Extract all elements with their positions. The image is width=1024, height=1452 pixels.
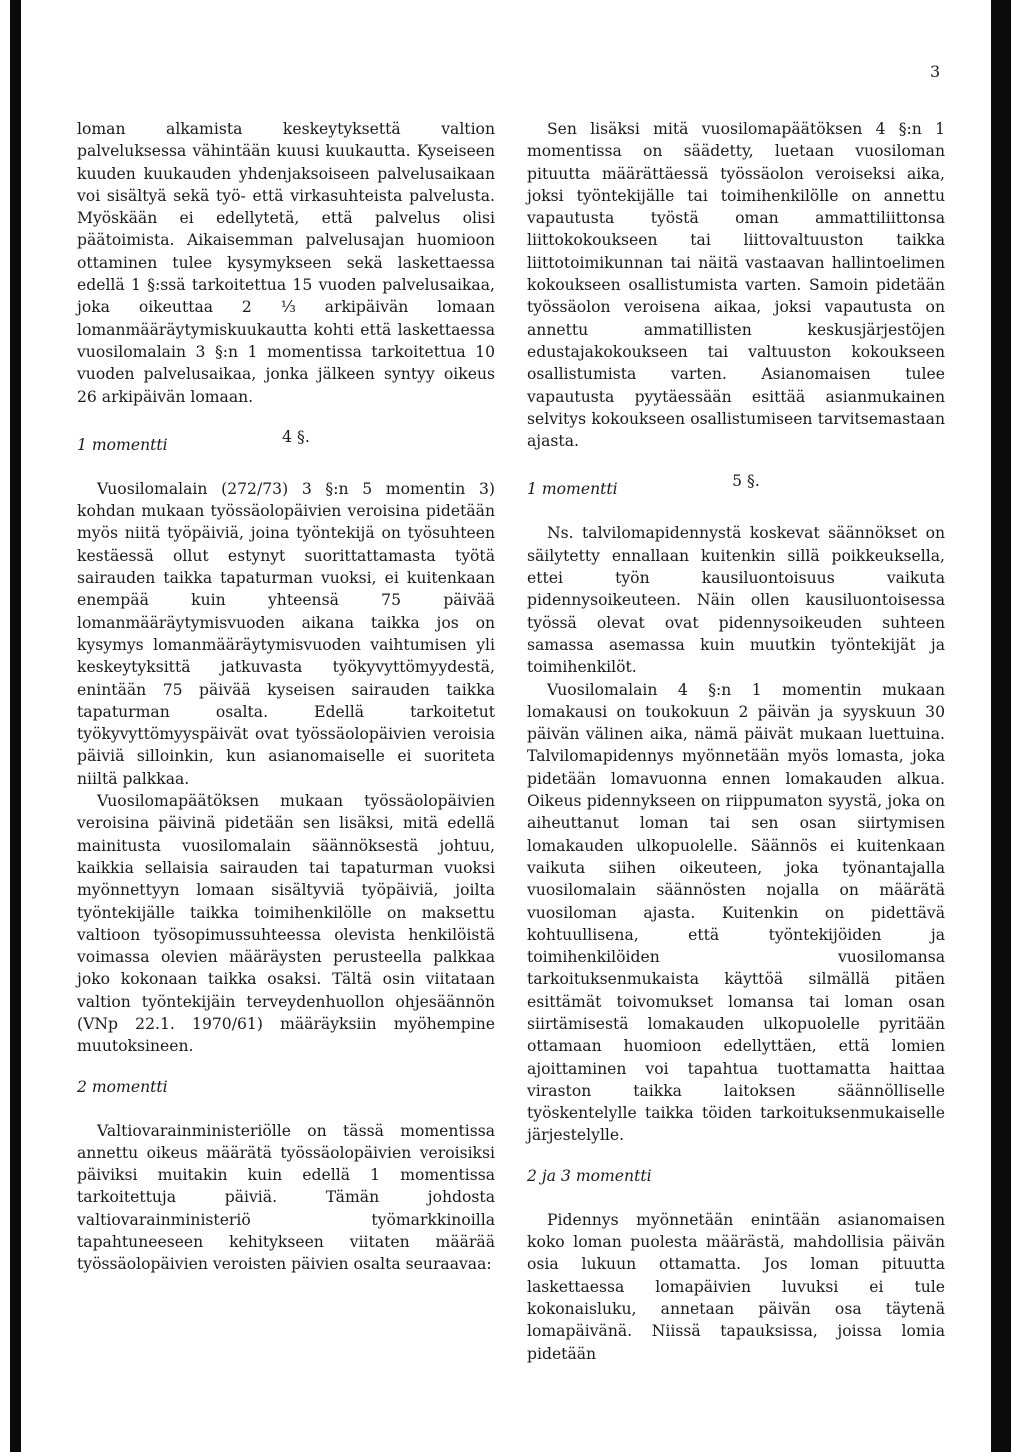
left-paragraph-2: Vuosilomalain (272/73) 3 §:n 5 momentin 3) kohdan mukaan työssäolopäivien veroisina pidetään myös niitä työpäiviä, joina työntekijä on työsuhteen kestäessä ollut estynyt suorittattamasta työtä sairauden taikka tapaturman vuoksi, ei kuitenkaan enempää kuin yhteensä 75 päivää lomanmääräytymisvuoden aikana taikka jos on kysymys lomanmääräytymisvuoden vaihtumisen yli keskeytyksittä jatkuvasta työkyvyttömyydestä, enintään 75 päivää kyseisen sairauden taikka tapaturman osalta. Edellä tarkoitetut työkyvyttömyyspäivät ovat työssäolopäivien veroisia päiviä silloinkin, kun asianomaiselle ei suoriteta niiltä palkkaa.: [77, 479, 495, 788]
section-4-heading: 4 §.: [282, 427, 310, 446]
left-paragraph-3: Vuosilomapäätöksen mukaan työssäolopäivien veroisina päivinä pidetään sen lisäksi, mitä edellä mainitusta vuosilomalain säännöksestä johtuu, kaikkia sellaisia sairauden tai tapaturman vuoksi myönnettyyn lomaan sisältyviä työpäiviä, joilta työntekijälle taikka toimihenkilölle on maksettu valtioon työsopimussuhteessa olevista henkilöistä voimassa olevien määräysten perusteella palkkaa joko kokonaan taikka osaksi. Tältä osin viitataan valtion työntekijäin terveydenhuollon ohjesäännön (VNp 22.1. 1970/61) määräyksiin myöhempine muutoksineen.: [77, 792, 495, 1056]
right-subsection-2-3-momentti: 2 ja 3 momentti: [527, 1166, 652, 1185]
left-column: [77, 118, 495, 1276]
right-paragraph-1: Sen lisäksi mitä vuosilomapäätöksen 4 §:n 1 momentissa on säädetty, luetaan vuosiloman pituutta määrättäessä työssäolon veroiseksi aika, joksi työntekijälle tai toimihenkilölle on annettu vapautusta työstä oman ammattiliittonsa liittokokoukseen tai liittovaltuuston taikka liittotoimikunnan tai näitä vastaavan hallintoelimen kokoukseen osallistumista varten. Samoin pidetään työssäolon veroisena aikaa, joksi vapautusta on annettu ammatillisten keskusjärjestöjen edustajakokoukseen tai valtuuston kokoukseen osallistumista varten. Asianomaisen tulee vapautusta pyytäessään esittää asianmukainen selvitys kokoukseen osallistumiseen tarvitsemastaan ajasta.: [527, 120, 945, 451]
scan-edge-right: [991, 0, 1011, 1452]
scan-edge-left: [10, 0, 21, 1452]
right-subsection-1-momentti: 1 momentti: [527, 480, 618, 499]
page-number: 3: [930, 62, 941, 81]
left-paragraph-4: Valtiovarainministeriölle on tässä momentissa annettu oikeus määrätä työssäolopäivien veroisiksi päiviksi muitakin kuin edellä 1 momentissa tarkoitettuja päiviä. Tämän johdosta valtiovarainministeriö työmarkkinoilla tapahtuneeseen kehitykseen viitaten määrää työssäolopäivien veroisten päivien osalta seuraavaa:: [77, 1121, 495, 1274]
left-subsection-2-momentti: 2 momentti: [77, 1077, 168, 1096]
right-column: [527, 118, 945, 1365]
right-paragraph-4: Pidennys myönnetään enintään asianomaisen koko loman puolesta määrästä, mahdollisia päivän osia lukuun ottamatta. Jos loman pituutta laskettaessa lomapäivien luvuksi ei tule kokonaisluku, annetaan päivän osa täytenä lomapäivänä. Niissä tapauksissa, joissa lomia pidetään: [527, 1210, 945, 1363]
right-paragraph-2: Ns. talvilomapidennystä koskevat säännökset on säilytetty ennallaan kuitenkin sillä poikkeuksella, ettei työn kausiluontoisuus vaikuta pidennysoikeuteen. Näin ollen kausiluontoisessa työssä olevat ovat pidennysoikeuden suhteen samassa asemassa kuin muutkin työntekijät ja toimihenkilöt.: [527, 524, 945, 677]
left-subsection-1-momentti: 1 momentti: [77, 435, 168, 454]
right-paragraph-3: Vuosilomalain 4 §:n 1 momentin mukaan lomakausi on toukokuun 2 päivän ja syyskuun 30 päivän välinen aika, nämä päivät mukaan luettuina. Talvilomapidennys myönnetään myös lomasta, joka pidetään lomavuonna ennen lomakauden alkua. Oikeus pidennykseen on riippumaton syystä, joka on aiheuttanut loman tai sen osan siirtymisen lomakauden ulkopuolelle. Säännös ei kuitenkaan vaikuta siihen oikeuteen, joka työnantajalla vuosilomalain säännösten nojalla on määrätä vuosiloman ajasta. Kuitenkin on pidettävä kohtuullisena, että työntekijöiden ja toimihenkilöiden vuosilomansa tarkoituksenmukaista käyttöä silmällä pitäen esittämät toivomukset lomansa tai loman osan siirtämisestä lomakauden ulkopuolelle pyritään ottamaan huomioon edellyttäen, että lomien ajoittaminen voi tapahtua tuottamatta haittaa viraston taikka laitoksen säännölliselle työskentelylle taikka töiden tarkoituksenmukaiselle järjestelylle.: [527, 680, 945, 1145]
section-5-heading: 5 §.: [732, 472, 760, 491]
left-paragraph-1: loman alkamista keskeytyksettä valtion palveluksessa vähintään kuusi kuukautta. Kyseiseen kuuden kuukauden yhdenjaksoiseen palvelusaikaan voi sisältyä sekä työ- että virkasuhteista palvelusta. Myöskään ei edellytetä, että palvelus olisi päätoimista. Aikaisemman palvelusajan huomioon ottaminen tulee kysymykseen sekä laskettaessa edellä 1 §:ssä tarkoitettua 15 vuoden palvelusaikaa, joka oikeuttaa 2 ⅓ arkipäivän lomaan lomanmääräytymiskuukautta kohti että laskettaessa vuosilomalain 3 §:n 1 momentissa tarkoitettua 10 vuoden palvelusaikaa, jonka jälkeen syntyy oikeus 26 arkipäivän lomaan.: [77, 120, 495, 406]
